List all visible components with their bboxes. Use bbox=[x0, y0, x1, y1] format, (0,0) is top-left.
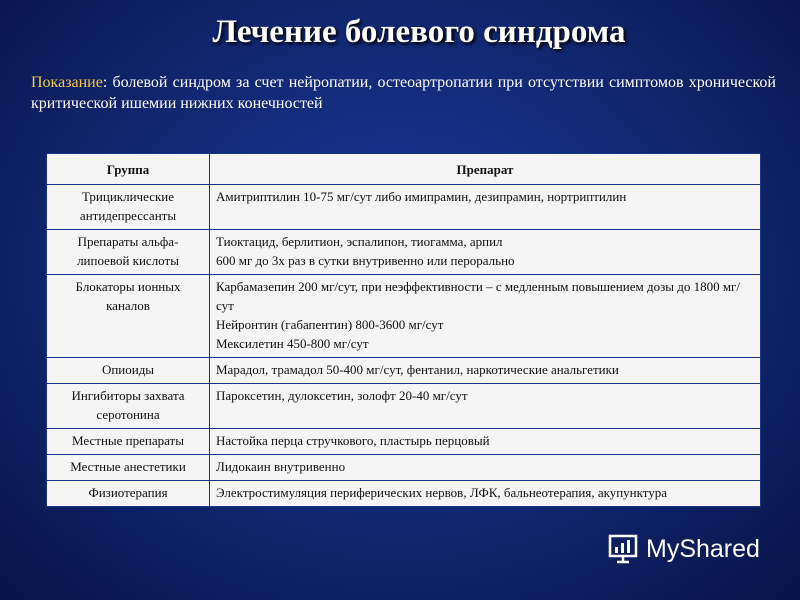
group-cell: Препараты альфа-липоевой кислоты bbox=[47, 230, 210, 275]
indication-paragraph: Показание: болевой синдром за счет нейропатии, остеоартропатии при отсутствии симптомов хронической критической ишемии нижних конечностей bbox=[31, 74, 776, 112]
drug-cell bbox=[210, 358, 761, 384]
indication-text: болевой синдром за счет нейропатии, остеоартропатии при отсутствии симптомов хронической критической ишемии нижних конечностей bbox=[31, 74, 776, 112]
table-header-row bbox=[47, 154, 761, 185]
header-group: Группа bbox=[47, 154, 210, 185]
table-row bbox=[47, 384, 761, 429]
drug-line: 600 мг до 3х раз в сутки внутривенно или перорально bbox=[216, 253, 515, 268]
slide-title: Лечение болевого синдрома bbox=[212, 14, 626, 50]
drug-line: Амитриптилин 10-75 мг/сут либо имипрамин, дезипрамин, нортриптилин bbox=[216, 189, 627, 204]
table-row bbox=[47, 185, 761, 230]
table-row bbox=[47, 358, 761, 384]
drug-line: Марадол, трамадол 50-400 мг/сут, фентанил, наркотические анальгетики bbox=[216, 362, 619, 377]
myshared-logo-icon bbox=[606, 532, 640, 566]
drug-line: Настойка перца стручкового, пластырь перцовый bbox=[216, 433, 490, 448]
drug-line: Электростимуляция периферических нервов, ЛФК, бальнеотерапия, акупунктура bbox=[216, 485, 668, 500]
drug-cell bbox=[210, 384, 761, 429]
treatment-table bbox=[46, 153, 761, 507]
group-cell: Местные препараты bbox=[47, 429, 210, 455]
group-cell: Физиотерапия bbox=[47, 481, 210, 507]
table-row bbox=[47, 429, 761, 455]
indication-label: Показание bbox=[31, 74, 103, 91]
group-cell: Опиоиды bbox=[47, 358, 210, 384]
drug-cell bbox=[210, 429, 761, 455]
table-row bbox=[47, 275, 761, 358]
drug-cell bbox=[210, 481, 761, 507]
watermark-text: MyShared bbox=[646, 534, 760, 563]
myshared-watermark bbox=[606, 532, 760, 566]
drug-cell bbox=[210, 275, 761, 358]
drug-line: Лидокаин внутривенно bbox=[216, 459, 346, 474]
drug-line: Карбамазепин 200 мг/сут, при неэффективности – с медленным повышением дозы до 1800 мг/сут bbox=[216, 279, 740, 313]
drug-cell bbox=[210, 455, 761, 481]
drug-cell bbox=[210, 230, 761, 275]
drug-line: Мексилетин 450-800 мг/сут bbox=[216, 336, 369, 351]
header-drug: Препарат bbox=[210, 154, 761, 185]
group-cell: Местные анестетики bbox=[47, 455, 210, 481]
group-cell: Ингибиторы захвата серотонина bbox=[47, 384, 210, 429]
group-cell: Трициклические антидепрессанты bbox=[47, 185, 210, 230]
drug-line: Тиоктацид, берлитион, эспалипон, тиогамма, арпил bbox=[216, 234, 503, 249]
group-cell: Блокаторы ионных каналов bbox=[47, 275, 210, 358]
table-row bbox=[47, 481, 761, 507]
drug-line: Нейронтин (габапентин) 800-3600 мг/сут bbox=[216, 317, 444, 332]
drug-cell bbox=[210, 185, 761, 230]
drug-line: Пароксетин, дулоксетин, золофт 20-40 мг/сут bbox=[216, 388, 468, 403]
table-row bbox=[47, 230, 761, 275]
table-row bbox=[47, 455, 761, 481]
